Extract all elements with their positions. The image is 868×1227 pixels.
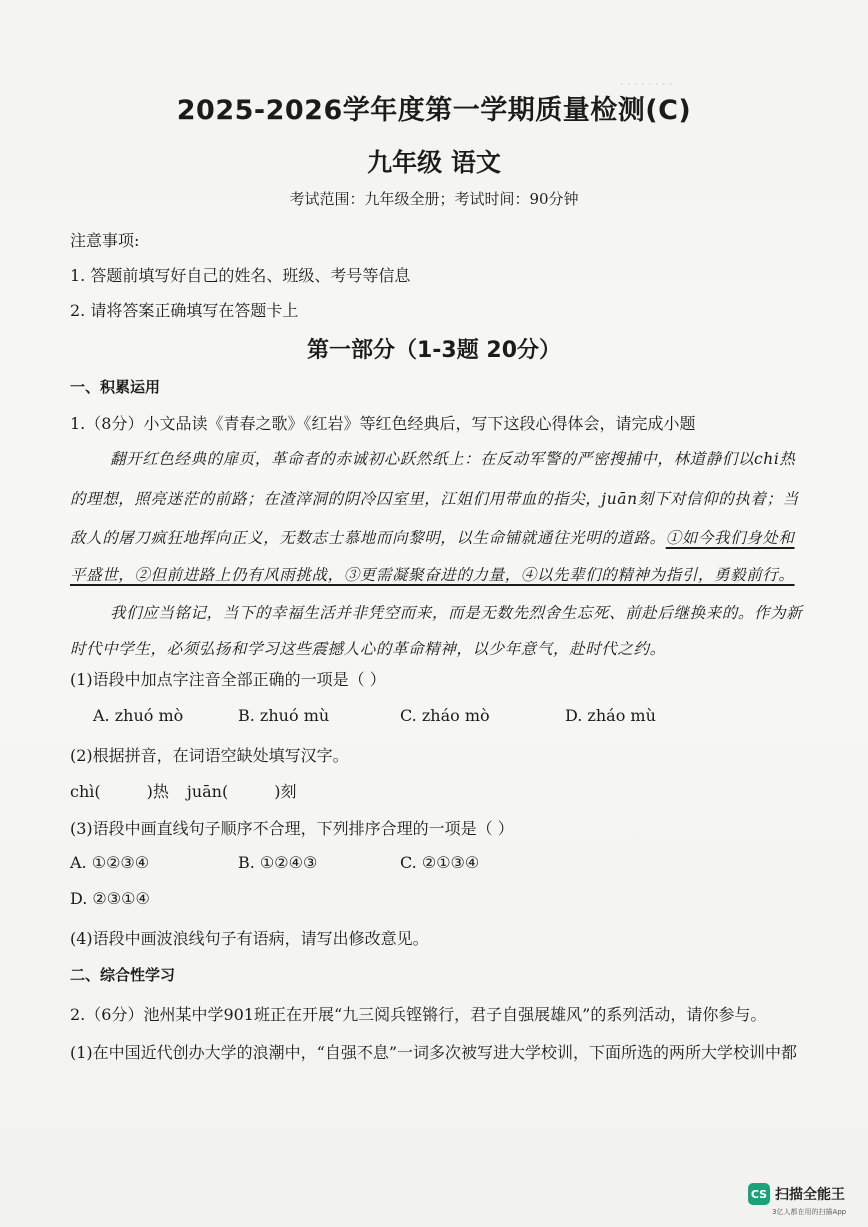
- scanner-watermark: [748, 1181, 845, 1207]
- question-1-stem: 1.（8分）小文品读《青春之歌》《红岩》等红色经典后，写下这段心得体会，请完成小题: [70, 414, 696, 433]
- fill1-pinyin: chì(: [70, 782, 101, 801]
- sub3-option-d[interactable]: D. ②③①④: [70, 889, 150, 908]
- passage-line-2: 的理想，照亮迷茫的前路；在渣滓洞的阴冷囚室里，江姐们用带血的指尖，juān刻下对信仰的执着；当: [70, 490, 799, 508]
- bleed-through-text: · · · · · · · ·: [620, 78, 673, 91]
- part-title: 第一部分（1-3题 20分）: [306, 338, 562, 363]
- question-2-stem: 2.（6分）池州某中学901班正在开展“九三阅兵铿锵行，君子自强展雄风”的系列活动，请你参与。: [70, 1005, 767, 1024]
- sub3-option-a[interactable]: A. ①②③④: [70, 853, 150, 872]
- notes-item-1: 1. 答题前填写好自己的姓名、班级、考号等信息: [70, 266, 411, 285]
- section-heading-1: 一、积累运用: [70, 378, 161, 396]
- passage-line-5: 我们应当铭记，当下的幸福生活并非凭空而来，而是无数先烈舍生忘死、前赴后继换来的。作为新: [110, 604, 803, 622]
- sub1-option-c[interactable]: C. zháo mò: [400, 706, 490, 725]
- question-2-sub-1: (1)在中国近代创办大学的浪潮中，“自强不息”一词多次被写进大学校训，下面所选的两所大学校训中都: [70, 1043, 798, 1062]
- exam-subject: 九年级 语文: [367, 148, 501, 177]
- passage-line-1: 翻开红色经典的扉页，革命者的赤诚初心跃然纸上：在反动军警的严密搜捕中，林道静们以chi热: [110, 450, 796, 468]
- exam-title: 2025-2026学年度第一学期质量检测(C): [176, 95, 692, 126]
- fill2-tail: )刻: [274, 782, 297, 801]
- underlined-sentence-end: 平盛世，②但前进路上仍有风雨挑战，③更需凝聚奋进的力量，④以先辈们的精神为指引，勇毅前行。: [70, 566, 795, 584]
- sub-question-3: (3)语段中画直线句子顺序不合理，下列排序合理的一项是（ ）: [70, 819, 514, 838]
- scanner-app-name: 扫描全能王: [775, 1187, 845, 1203]
- sub-question-4: (4)语段中画波浪线句子有语病，请写出修改意见。: [70, 929, 429, 948]
- exam-scope-time: 考试范围：九年级全册；考试时间：90分钟: [289, 190, 579, 208]
- sub3-option-b[interactable]: B. ①②④③: [238, 853, 318, 872]
- notes-item-2: 2. 请将答案正确填写在答题卡上: [70, 301, 299, 320]
- camscanner-icon: CS: [748, 1183, 770, 1205]
- sub1-option-b[interactable]: B. zhuó mù: [238, 706, 330, 725]
- pinyin-fill-row: [70, 779, 296, 802]
- section-heading-2: 二、综合性学习: [70, 966, 176, 984]
- sub1-option-d[interactable]: D. zháo mù: [565, 706, 656, 725]
- fill2-pinyin: juān(: [186, 782, 229, 801]
- sub-question-1: (1)语段中加点字注音全部正确的一项是（ ）: [70, 670, 386, 689]
- scanner-tagline: 3亿人都在用的扫描App: [772, 1208, 847, 1216]
- passage-line-3-text: 敌人的屠刀疯狂地挥向正义，无数志士慕地而向黎明，以生命铺就通往光明的道路。: [70, 529, 666, 547]
- sub1-option-a[interactable]: A. zhuó mò: [93, 706, 184, 725]
- sub-question-2: (2)根据拼音，在词语空缺处填写汉字。: [70, 746, 349, 765]
- passage-line-6: 时代中学生，必须弘扬和学习这些震撼人心的革命精神，以少年意气，赴时代之约。: [70, 640, 666, 658]
- notes-heading: 注意事项:: [70, 231, 140, 250]
- fill1-tail: )热: [146, 782, 169, 801]
- sub3-option-c[interactable]: C. ②①③④: [400, 853, 480, 872]
- underlined-sentence-start: ①如今我们身处和: [665, 529, 795, 547]
- passage-line-3: [70, 526, 795, 548]
